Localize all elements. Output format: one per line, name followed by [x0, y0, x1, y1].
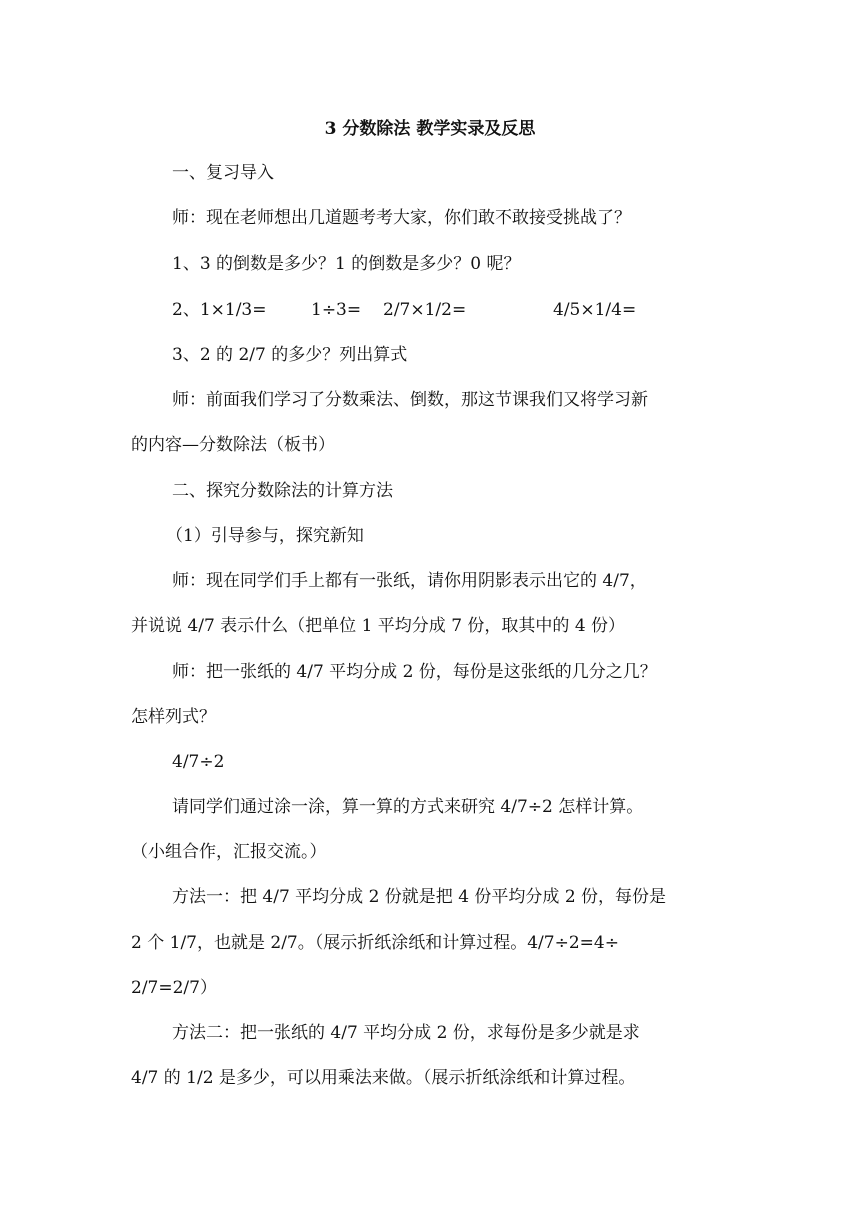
equation-1: 2、1×1/3= — [172, 300, 267, 320]
paragraph-paper-line-2: 并说说 4/7 表示什么（把单位 1 平均分成 7 份，取其中的 4 份） — [131, 616, 626, 636]
paragraph-divide-line-2: 怎样列式？ — [131, 707, 216, 727]
method-1-line-3: 2/7=2/7） — [131, 978, 217, 998]
paragraph-teacher-challenge: 师：现在老师想出几道题考考大家，你们敢不敢接受挑战了？ — [172, 208, 631, 228]
section-heading-review: 一、复习导入 — [172, 163, 274, 183]
method-1-line-2: 2 个 1/7，也就是 2/7。（展示折纸涂纸和计算过程。4/7÷2=4÷ — [131, 933, 619, 953]
paragraph-transition-line-2: 的内容—分数除法（板书） — [131, 435, 335, 455]
question-1-reciprocal: 1、3 的倒数是多少？1 的倒数是多少？0 呢？ — [172, 254, 521, 274]
equation-2: 1÷3= — [311, 300, 362, 320]
paragraph-group-work-line-2: （小组合作，汇报交流。） — [131, 842, 327, 862]
paragraph-transition-line-1: 师：前面我们学习了分数乘法、倒数，那这节课我们又将学习新 — [172, 390, 648, 410]
paragraph-divide-line-1: 师：把一张纸的 4/7 平均分成 2 份，每份是这张纸的几分之几？ — [172, 662, 657, 682]
question-2-equations — [172, 297, 636, 323]
method-1-line-1: 方法一：把 4/7 平均分成 2 份就是把 4 份平均分成 2 份，每份是 — [172, 887, 667, 907]
paragraph-group-work-line-1: 请同学们通过涂一涂，算一算的方式来研究 4/7÷2 怎样计算。 — [172, 797, 644, 817]
equation-3: 2/7×1/2= — [383, 300, 467, 320]
paragraph-paper-line-1: 师：现在同学们手上都有一张纸，请你用阴影表示出它的 4/7， — [172, 571, 647, 591]
method-2-line-1: 方法二：把一张纸的 4/7 平均分成 2 份，求每份是多少就是求 — [172, 1023, 640, 1043]
section-heading-explore: 二、探究分数除法的计算方法 — [172, 481, 393, 501]
method-2-line-2: 4/7 的 1/2 是多少，可以用乘法来做。（展示折纸涂纸和计算过程。 — [131, 1068, 636, 1088]
equation-4: 4/5×1/4= — [553, 300, 637, 320]
subsection-heading-guide: （1）引导参与，探究新知 — [166, 526, 364, 546]
document-title: 3 分数除法 教学实录及反思 — [324, 119, 536, 139]
expression-4-7-div-2: 4/7÷2 — [172, 752, 225, 772]
question-3-fraction-of: 3、2 的 2/7 的多少？列出算式 — [172, 345, 408, 365]
